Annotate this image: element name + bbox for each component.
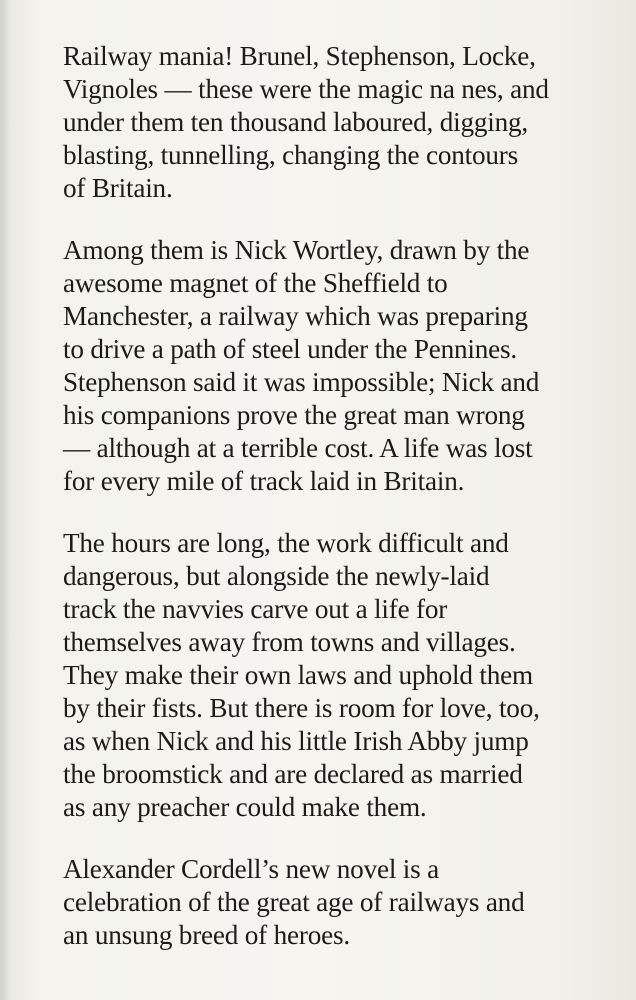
text-line: the broomstick and are declared as married xyxy=(63,759,523,789)
text-line: to drive a path of steel under the Pennines. xyxy=(63,334,518,364)
text-line: his companions prove the great man wrong xyxy=(63,400,525,430)
text-line: Railway mania! Brunel, Stephenson, Locke, xyxy=(63,41,536,71)
text-line: Alexander Cordell’s new novel is a xyxy=(63,854,439,884)
text-line: Vignoles — these were the magic na nes, and xyxy=(63,74,549,104)
text-line: celebration of the great age of railways and xyxy=(63,887,525,917)
text-line: Stephenson said it was impossible; Nick and xyxy=(63,367,540,397)
paragraph-spacer xyxy=(63,824,623,853)
paragraph-spacer xyxy=(63,498,623,527)
text-line: for every mile of track laid in Britain. xyxy=(63,466,465,496)
blurb-text xyxy=(63,40,623,952)
text-line: track the navvies carve out a life for xyxy=(63,594,448,624)
text-line: by their fists. But there is room for love, too, xyxy=(63,693,540,723)
paragraph-1 xyxy=(63,40,623,205)
text-line: The hours are long, the work difficult and xyxy=(63,528,509,558)
spine-shadow xyxy=(0,0,10,1000)
text-line: — although at a terrible cost. A life was lost xyxy=(63,433,533,463)
text-line: blasting, tunnelling, changing the contours xyxy=(63,140,519,170)
text-line: as when Nick and his little Irish Abby jump xyxy=(63,726,529,756)
paragraph-2 xyxy=(63,234,623,498)
text-line: an unsung breed of heroes. xyxy=(63,920,350,950)
text-line: Manchester, a railway which was preparing xyxy=(63,301,528,331)
paragraph-3 xyxy=(63,527,623,824)
paragraph-4 xyxy=(63,853,623,952)
paragraph-spacer xyxy=(63,205,623,234)
text-line: under them ten thousand laboured, digging, xyxy=(63,107,529,137)
text-line: dangerous, but alongside the newly-laid xyxy=(63,561,490,591)
text-line: awesome magnet of the Sheffield to xyxy=(63,268,448,298)
text-line: as any preacher could make them. xyxy=(63,792,427,822)
text-line: of Britain. xyxy=(63,173,173,203)
text-line: They make their own laws and uphold them xyxy=(63,660,533,690)
text-line: Among them is Nick Wortley, drawn by the xyxy=(63,235,530,265)
text-line: themselves away from towns and villages. xyxy=(63,627,516,657)
